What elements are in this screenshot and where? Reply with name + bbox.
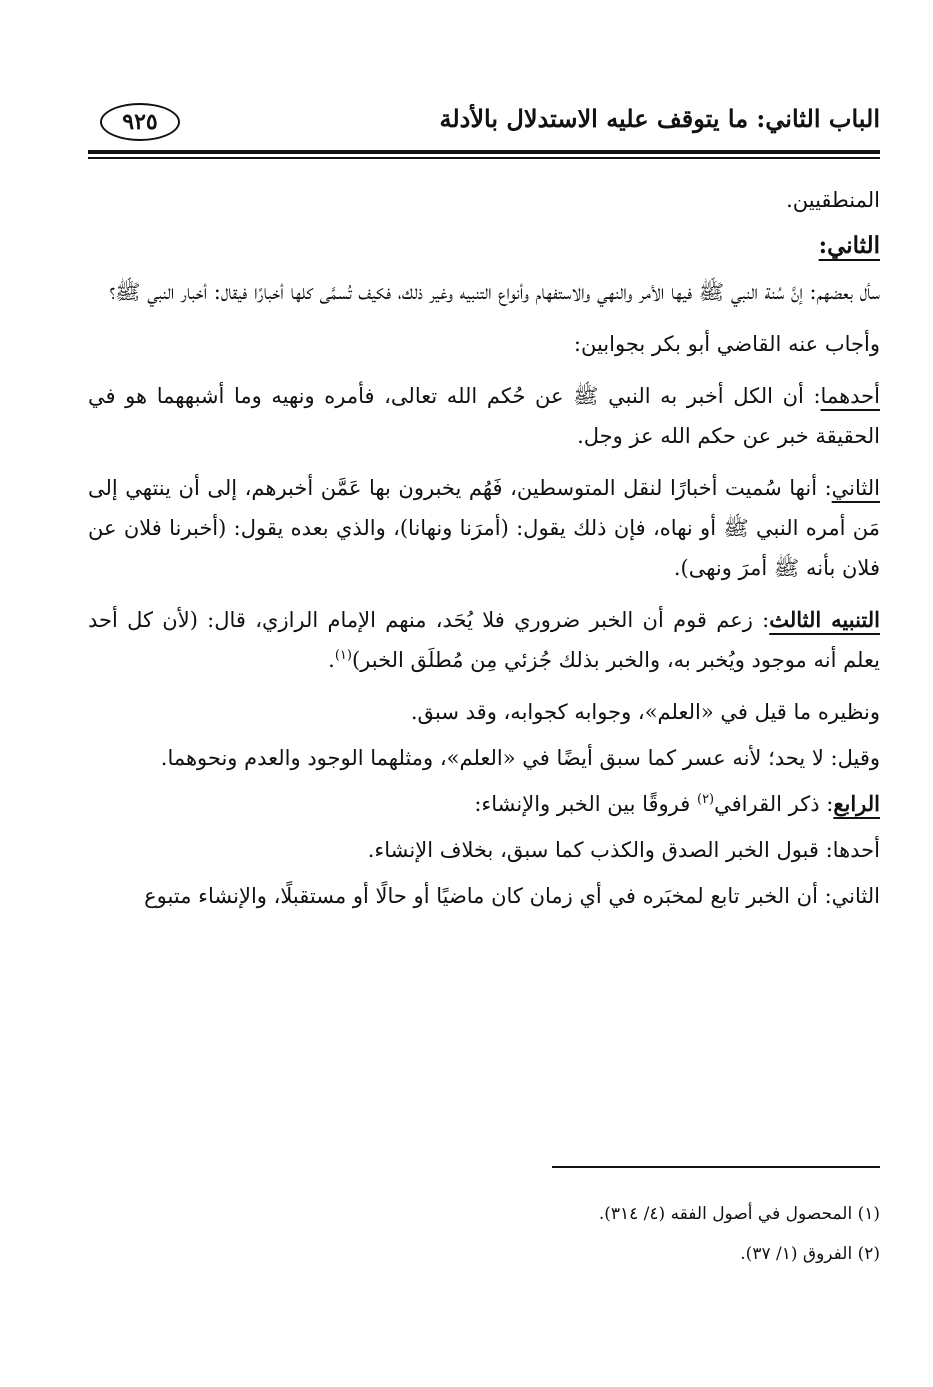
paragraph xyxy=(88,468,880,588)
paragraph xyxy=(88,784,880,824)
paragraph-text: : زعم قوم أن الخبر ضروري فلا يُحَد، منهم الإمام الرازي، قال: (لأن كل أحد يعلم أنه موجود ويُخبر به، والخبر بذلك جُزئي مِن مُطلَق الخبر) xyxy=(88,608,880,672)
heading-second: الثاني: xyxy=(818,232,880,259)
page-header xyxy=(88,98,880,148)
main-text xyxy=(88,180,880,922)
paragraph-lead: الرابع xyxy=(833,791,880,816)
paragraph: ونظيره ما قيل في «العلم»، وجوابه كجوابه، وقد سبق. xyxy=(410,700,880,724)
section-heading xyxy=(88,226,880,266)
paragraph xyxy=(88,376,880,456)
footnotes xyxy=(88,1196,880,1276)
paragraph-lead: أحدهما xyxy=(820,384,880,408)
running-title: الباب الثاني: ما يتوقف عليه الاستدلال بالأدلة xyxy=(439,104,880,133)
footnote: (١) المحصول في أصول الفقه (٤/ ٣١٤). xyxy=(598,1204,880,1224)
paragraph-text: : ذكر القرافي xyxy=(714,792,834,816)
paragraph xyxy=(88,600,880,680)
header-rule-thin xyxy=(88,157,880,159)
paragraph-text: : أن الكل أخبر به النبي ﷺ عن حُكم الله تعالى، فأمره ونهيه وما أشبههما هو في الحقيقة خبر عن حكم الله عز وجل. xyxy=(88,384,880,448)
footnote-separator xyxy=(552,1166,880,1168)
paragraph-lead: التنبيه الثالث xyxy=(769,607,880,632)
paragraph: وقيل: لا يحد؛ لأنه عسر كما سبق أيضًا في «العلم»، ومثلهما الوجود والعدم ونحوهما. xyxy=(160,746,880,770)
paragraph: المنطقيين. xyxy=(786,188,880,212)
paragraph-end: . xyxy=(328,648,335,672)
paragraph: سأل بعضهم: إنَّ سُنة النبي ﷺ فيها الأمر والنهي والاستفهام وأنواع التنبيه وغير ذلك، فكيف تُسمَّى كلها أخبارًا فيقال: أخبار النبي ﷺ؟ xyxy=(109,280,880,304)
footnote: (٢) الفروق (١/ ٣٧). xyxy=(740,1244,880,1264)
paragraph-text: فروقًا بين الخبر والإنشاء: xyxy=(474,792,697,816)
paragraph: الثاني: أن الخبر تابع لمخبَره في أي زمان كان ماضيًا أو حالًا أو مستقبلًا، والإنشاء متبوع xyxy=(144,884,880,908)
paragraph: أحدها: قبول الخبر الصدق والكذب كما سبق، بخلاف الإنشاء. xyxy=(367,838,880,862)
paragraph: وأجاب عنه القاضي أبو بكر بجوابين: xyxy=(573,332,880,356)
paragraph-text: : أنها سُميت أخبارًا لنقل المتوسطين، فَهُم يخبرون بها عَمَّن أخبرهم، إلى أن ينتهي إلى مَن أمره النبي ﷺ أو نهاه، فإن ذلك يقول: (أمرَنا ونهانا)، والذي بعده يقول: (أخبرنا فلان عن فلان بأنه ﷺ أمرَ ونهى). xyxy=(88,476,880,580)
footnote-ref: (٢) xyxy=(696,792,715,807)
footnote-ref: (١) xyxy=(334,648,352,663)
paragraph-lead: الثاني xyxy=(831,476,880,500)
page-number-badge: ٩٢٥ xyxy=(100,103,180,141)
header-rule-thick xyxy=(88,150,880,154)
